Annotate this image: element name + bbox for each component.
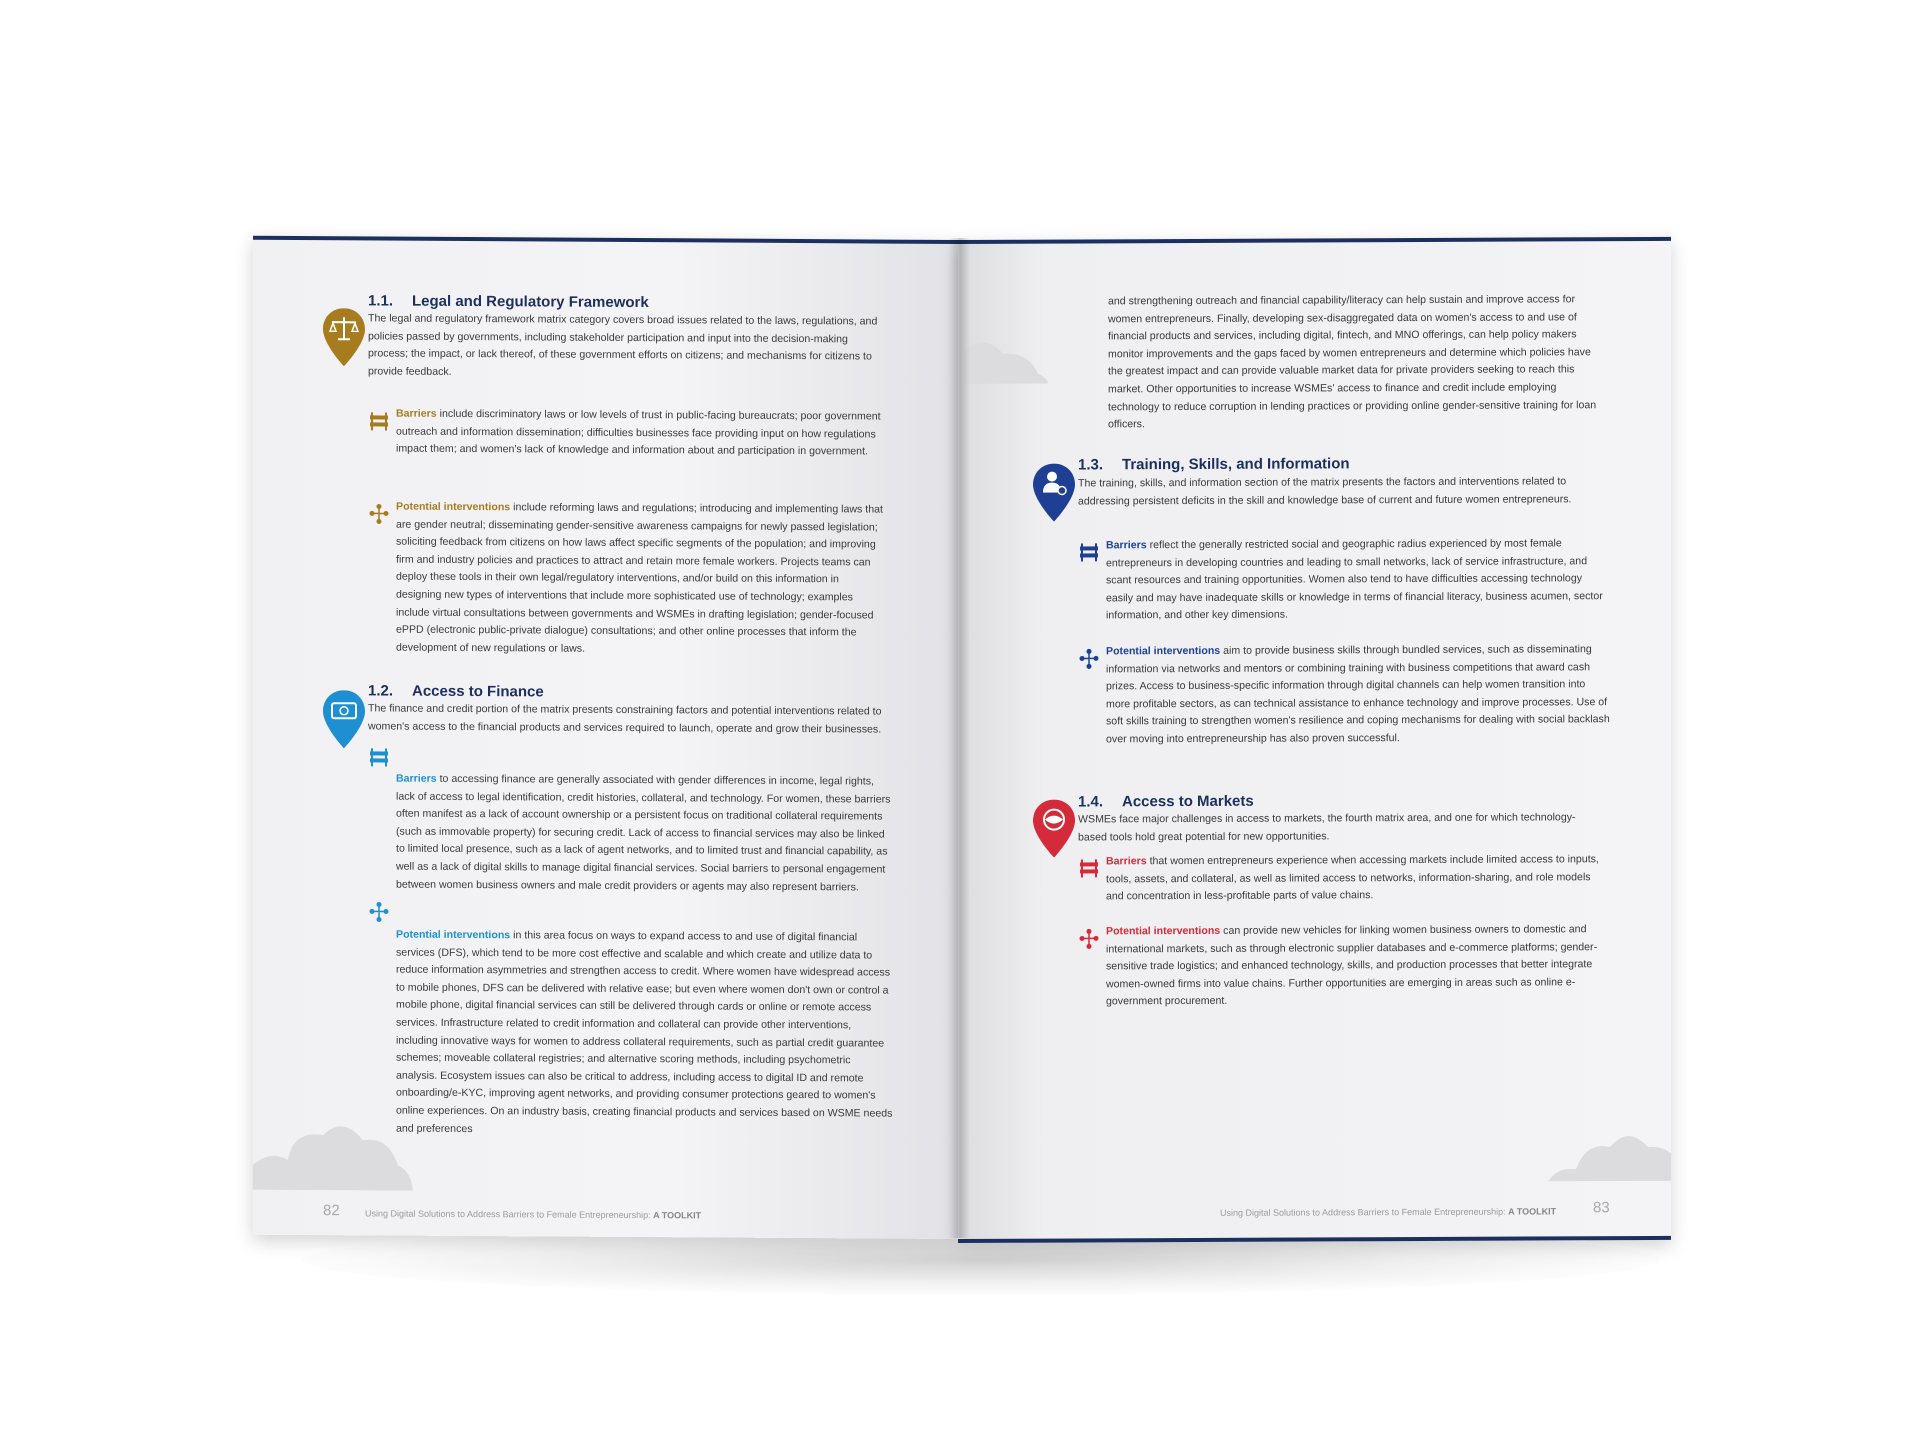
- section-number: 1.4.: [1078, 793, 1104, 811]
- barriers-label: Barriers: [1106, 855, 1147, 868]
- interventions-text: can provide new vehicles for linking women business owners to domestic and international markets, such as through electronic supplier databases and e-commerce platforms; gender-sensitive trade logistics; and enhanced technology, skills, and production processes that better integrate women-owned firms into value chains. Further opportunities are emerging in areas such as online e-government procurement.: [1106, 923, 1598, 1008]
- interventions-label: Potential interventions: [396, 500, 511, 514]
- branch-network-icon: [368, 502, 390, 524]
- barriers-label: Barriers: [396, 407, 437, 420]
- barricade-icon: [1078, 541, 1100, 563]
- section-1-2-intro: The finance and credit portion of the matrix presents constraining factors and potential interventions related to women's access to the financial products and services required to launch, operate and grow their businesses.: [368, 702, 882, 736]
- section-1-2-heading: [368, 682, 544, 700]
- footer-title-bold: A TOOLKIT: [1508, 1206, 1557, 1217]
- running-footer: [1220, 1206, 1556, 1217]
- barriers-label: Barriers: [396, 772, 437, 785]
- section-title: Training, Skills, and Information: [1122, 455, 1350, 474]
- section-1-4-barriers: [1106, 851, 1611, 906]
- section-1-4-intro: WSMEs face major challenges in access to markets, the fourth matrix area, and one for which technology-based tools hold great potential for new opportunities.: [1078, 811, 1576, 844]
- interventions-label: Potential interventions: [396, 928, 511, 942]
- section-1-4-heading: [1078, 793, 1254, 811]
- money-pin-icon: [323, 690, 365, 748]
- footer-title: Using Digital Solutions to Address Barriers to Female Entrepreneurship:: [1220, 1206, 1509, 1218]
- page-number: 82: [323, 1202, 340, 1220]
- section-1-1-interventions: [396, 499, 886, 660]
- finance-continued-text: and strengthening outreach and financial capability/literacy can help sustain and improve access for women entrepreneurs. Finally, developing sex-disaggregated data on women's access to and use of financial products and services, including digital, fintech, and MNO offerings, can help policy makers monitor improvements and the gaps faced by women entrepreneurs and determine which policies have the greatest impact and can provide valuable market data for private providers seeking to reach this market. Other opportunities to increase WSMEs' access to finance and credit include employing technology to reduce corruption in lending practices or providing online gender-sensitive training for loan officers.: [1108, 293, 1597, 431]
- section-1-2-interventions: [396, 927, 893, 1141]
- barriers-text: reflect the generally restricted social and geographic radius experienced by most female entrepreneurs in developing countries and leading to small networks, lack of service infrastructure, and scant resources and training opportunities. Women also tend to have difficulties accessing technology easily and may have inadequate skills or knowledge in terms of financial literacy, business acumen, sector information, and other key dimensions.: [1106, 537, 1603, 622]
- section-number: 1.1.: [368, 292, 394, 310]
- running-footer: [365, 1208, 701, 1220]
- barriers-label: Barriers: [1106, 539, 1147, 552]
- section-1-1-intro: The legal and regulatory framework matrix category covers broad issues related to the laws, regulations, and policies passed by governments, including stakeholder participation and input into the decision-making process; the impact, or lack thereof, of these government efforts on citizens; and mechanisms for citizens to provide feedback.: [368, 312, 878, 378]
- footer-title: Using Digital Solutions to Address Barriers to Female Entrepreneurship:: [365, 1208, 654, 1221]
- section-1-3-intro: The training, skills, and information section of the matrix presents the factors and interventions related to addressing persistent deficits in the skill and knowledge base of current and future women entrepreneurs.: [1078, 475, 1572, 508]
- section-number: 1.3.: [1078, 456, 1104, 474]
- section-title: Legal and Regulatory Framework: [412, 292, 649, 312]
- barriers-text: that women entrepreneurs experience when accessing markets include limited access to inputs, tools, assets, and collateral, as well as limited access to networks, information-sharing, and role models and concentration in less-profitable parts of value chains.: [1106, 853, 1599, 903]
- section-1-2-barriers: [396, 771, 893, 897]
- cloud-decoration: [253, 1110, 413, 1191]
- cloud-decoration: [958, 324, 1048, 385]
- interventions-label: Potential interventions: [1106, 644, 1221, 658]
- right-page: [958, 237, 1671, 1243]
- section-1-1-barriers: [396, 406, 886, 462]
- section-title: Access to Finance: [412, 682, 544, 701]
- scales-pin-icon: [323, 308, 365, 366]
- section-number: 1.2.: [368, 682, 394, 700]
- section-1-3-interventions: [1106, 641, 1611, 749]
- section-1-1-heading: [368, 292, 649, 311]
- interventions-text: include reforming laws and regulations; introducing and implementing laws that are gender neutral; disseminating gender-sensitive awareness campaigns for newly passed legislation; soliciting feedback from citizens on how laws affect specific segments of the population; and improving firm and industry policies and practices to attract and retain more female workers. Projects teams can deploy these tools in their own legal/regulatory interventions, and/or build on this information in designing new types of interventions that include more sophisticated use of technology; examples include virtual consultations between governments and WSMEs in drafting legislation; gender-focused ePPD (electronic public-private dialogue) consultations; and other online processes that inform the development of new regulations or laws.: [396, 501, 883, 655]
- person-gear-pin-icon: [1033, 463, 1075, 521]
- left-page: [253, 236, 958, 1239]
- barricade-icon: [1078, 857, 1100, 879]
- barricade-icon: [368, 410, 390, 432]
- branch-network-icon: [368, 900, 390, 922]
- branch-network-icon: [1078, 927, 1100, 949]
- book-gutter: [948, 238, 970, 1238]
- section-1-4-interventions: [1106, 921, 1616, 1011]
- interventions-label: Potential interventions: [1106, 924, 1221, 938]
- interventions-text: aim to provide business skills through bundled services, such as disseminating information via networks and mentors or combining training with business competitions that award cash prizes. Access to business-specific information through digital channels can help women transition into more profitable sectors, as can technical assistance to enhance technology and improve processes. Use of soft skills training to strengthen women's resilience and coping mechanisms for dealing with social backlash over moving into entrepreneurship has also proven successful.: [1106, 643, 1610, 746]
- barricade-icon: [368, 746, 390, 768]
- barriers-text: include discriminatory laws or low levels of trust in public-facing bureaucrats; poor government outreach and information dissemination; difficulties businesses face providing input on how regulations impact them; and women's lack of knowledge and information about and participation in government.: [396, 407, 881, 458]
- section-1-3-barriers: [1106, 535, 1611, 625]
- barriers-text: to accessing finance are generally associated with gender differences in income, legal rights, lack of access to legal identification, credit histories, collateral, and technology. For women, these barriers often manifest as a lack of account ownership or a persistent focus on traditional collateral requirements (such as immovable property) for securing credit. Lack of access to financial services may also be linked to limited local presence, such as a lack of agent networks, and to limited trust and financial capability, as well as a lack of digital skills to manage digital financial services. Social barriers to personal engagement between women business owners and male credit providers or agents may also represent barriers.: [396, 772, 891, 893]
- footer-title-bold: A TOOLKIT: [653, 1210, 702, 1221]
- page-number: 83: [1593, 1199, 1610, 1217]
- cloud-decoration: [1548, 1111, 1671, 1182]
- handshake-globe-pin-icon: [1033, 799, 1075, 857]
- branch-network-icon: [1078, 647, 1100, 669]
- interventions-text: in this area focus on ways to expand access to and use of digital financial services (DFS), which tend to be more cost effective and scalable and which create and utilize data to reduce information asymmetries and strengthen access to credit. Where women have widespread access to mobile phones, DFS can be delivered with relative ease; but even where women don't own or control a mobile phone, digital financial services can still be delivered through cards or online or remote access services. Infrastructure related to credit information and collateral can provide other interventions, including innovative ways for women to address collateral requirements, such as partial credit guarantee schemes; moveable collateral registries; and alternative scoring methods, including psychometric analysis. Ecosystem issues can also be critical to address, including access to digital ID and remote onboarding/e-KYC, improving agent networks, and providing consumer protections geared to women's online experiences. On an industry basis, creating financial products and services based on WSME needs and preferences: [396, 929, 893, 1135]
- section-1-3-heading: [1078, 455, 1350, 473]
- section-title: Access to Markets: [1122, 792, 1254, 811]
